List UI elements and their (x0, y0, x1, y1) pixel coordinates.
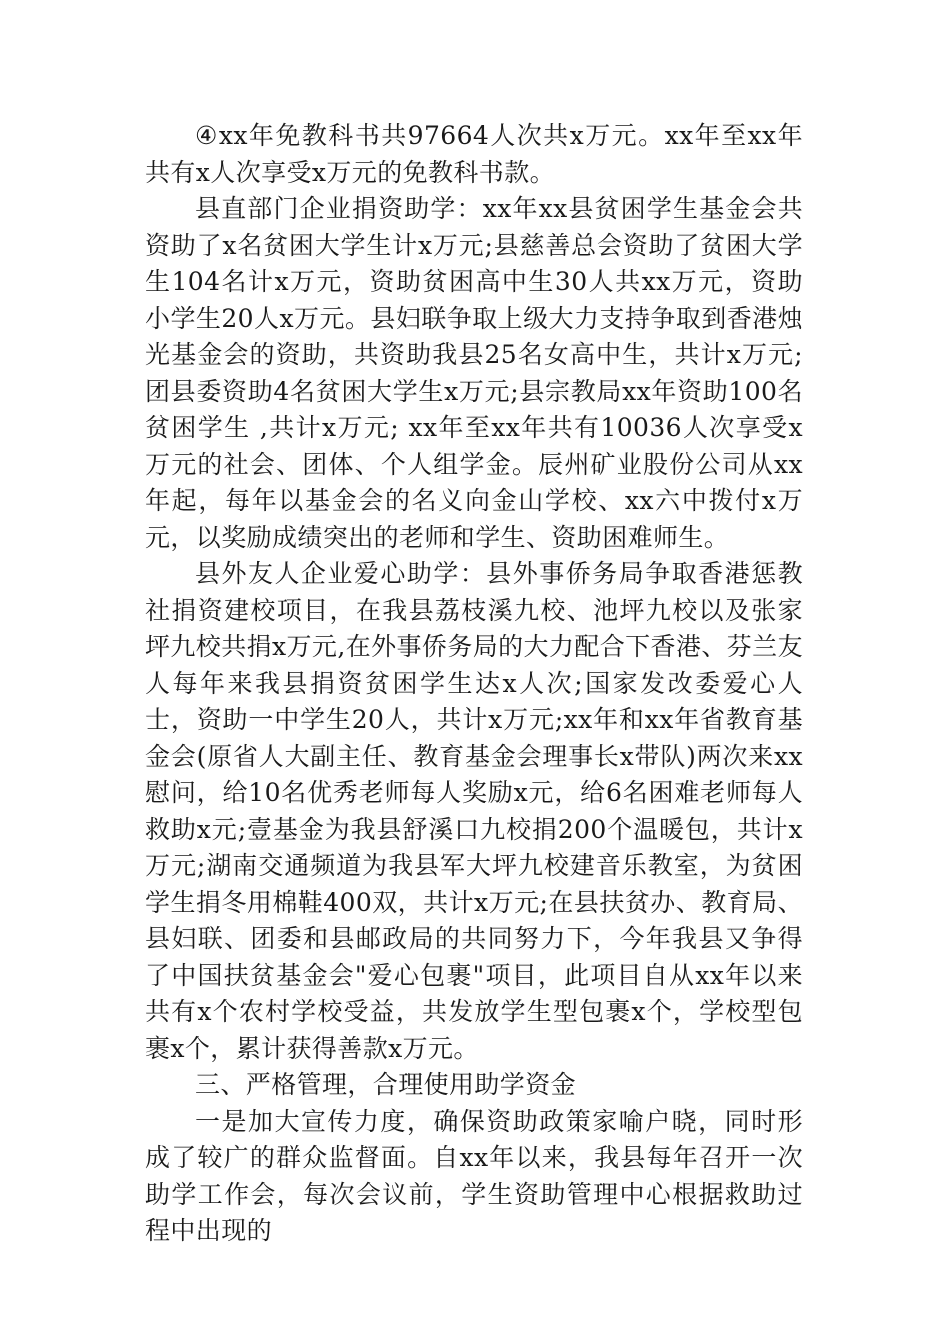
paragraph-publicity: 一是加大宣传力度，确保资助政策家喻户晓，同时形成了较广的群众监督面。自xx年以来，我县每年召开一次助学工作会，每次会议前，学生资助管理中心根据救助过程中出现的 (145, 1106, 803, 1245)
paragraph-external-friends-aid: 县外友人企业爱心助学：县外事侨务局争取香港惩教社捐资建校项目，在我县荔枝溪九校、池坪九校以及张家坪九校共捐x万元,在外事侨务局的大力配合下香港、芬兰友人每年来我县捐资贫困学生达x人次;国家发改委爱心人士，资助一中学生20人，共计x万元;xx年和xx年省教育基金会(原省人大副主任、教育基金会理事长x带队)两次来xx慰问，给10名优秀老师每人奖励x元，给6名困难老师每人救助x元;壹基金为我县舒溪口九校捐200个温暖包，共计x万元;湖南交通频道为我县军大坪九校建音乐教室，为贫困学生捐冬用棉鞋400双，共计x万元;在县扶贫办、教育局、县妇联、团委和县邮政局的共同努力下，今年我县又争得了中国扶贫基金会"爱心包裹"项目，此项目自从xx年以来共有x个农村学校受益，共发放学生型包裹x个，学校型包裹x个，累计获得善款x万元。 (145, 559, 803, 1063)
document-body (145, 118, 803, 1250)
paragraph-county-departments-aid: 县直部门企业捐资助学：xx年xx县贫困学生基金会共资助了x名贫困大学生计x万元;县慈善总会资助了贫困大学生104名计x万元，资助贫困高中生30人共xx万元，资助小学生20人x万元。县妇联争取上级大力支持争取到香港烛光基金会的资助，共资助我县25名女高中生，共计x万元;团县委资助4名贫困大学生x万元;县宗教局xx年资助100名贫困学生 ,共计x万元; xx年至xx年共有10036人次享受x万元的社会、团体、个人组学金。辰州矿业股份公司从xx年起，每年以基金会的名义向金山学校、xx六中拨付x万元，以奖励成绩突出的老师和学生、资助困难师生。 (145, 194, 803, 552)
paragraph-textbook-exemption: ④xx年免教科书共97664人次共x万元。xx年至xx年共有x人次享受x万元的免教科书款。 (145, 121, 803, 187)
section-heading-management: 三、严格管理，合理使用助学资金 (195, 1070, 577, 1099)
